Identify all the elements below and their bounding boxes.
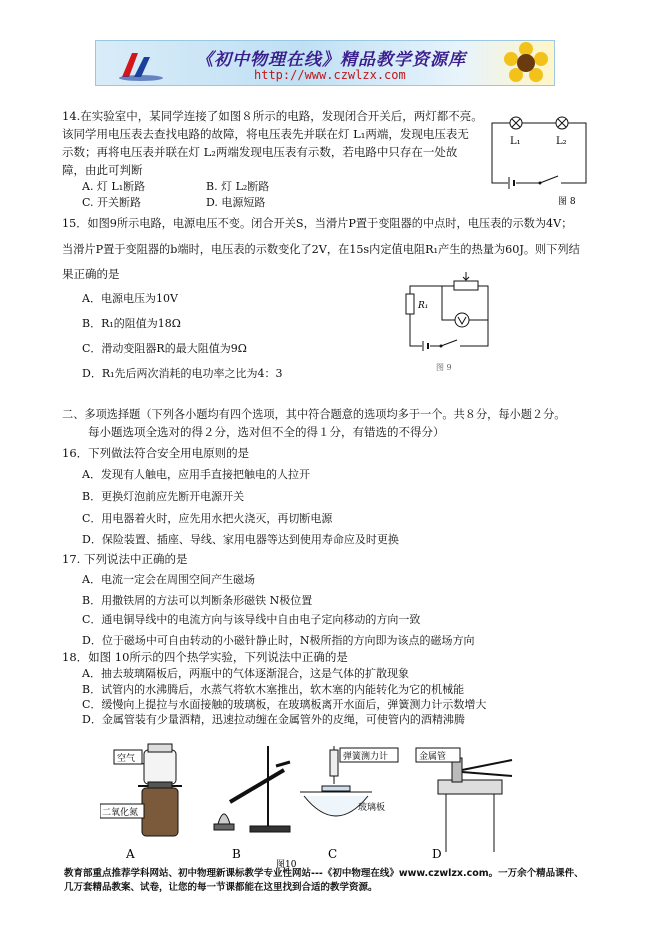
q17-option-b: B．用撒铁屑的方法可以判断条形磁铁 N极位置 — [82, 594, 313, 607]
rheostat-icon — [454, 272, 478, 290]
q18-option-b: B．试管内的水沸腾后，水蒸气将软木塞推出，软木塞的内能转化为它的机械能 — [82, 683, 465, 696]
q18-option-d: D．金属管装有少量酒精，迅速拉动缠在金属管外的皮绳，可使管内的酒精沸腾 — [82, 713, 465, 726]
battery-icon — [508, 176, 516, 190]
figure-10-experiments — [100, 740, 520, 870]
q16-option-c: C．用电器着火时，应先用水把火浇灭，再切断电源 — [82, 512, 333, 525]
metal-tube-icon — [438, 758, 512, 852]
section2-line-2: 每小题选项全选对的得２分，选对但不全的得１分，有错选的不得分） — [88, 425, 445, 439]
footer-line-1: 教育部重点推荐学科网站、初中物理新课标教学专业性网站---《初中物理在线》www.czwlzx.com。一万余个精品课件、 — [64, 868, 584, 879]
sunflower-icon — [496, 41, 555, 86]
label-spring-scale: 弹簧测力计 — [343, 752, 389, 762]
label-metal-tube: 金属管 — [419, 752, 447, 762]
q17-option-c: C．通电铜导线中的电流方向与该导线中自由电子定向移动的方向一致 — [82, 613, 421, 626]
footer-line-2: 几万套精品教案、试卷，让您的每一节课都能在这里找到合适的教学资源。 — [64, 882, 378, 893]
switch-icon — [440, 340, 461, 351]
section2-line-1: 二、多项选择题（下列各小题均有四个选项，其中符合题意的选项均多于一个。共８分，每小题２分。 — [62, 408, 566, 421]
q16-option-b: B．更换灯泡前应先断开电源开关 — [82, 490, 245, 503]
lamp-l2-icon — [556, 117, 568, 129]
q16-stem: 16．下列做法符合安全用电原则的是 — [62, 446, 250, 460]
battery-icon — [422, 340, 430, 354]
q14-line-1: 14.在实验室中，某同学连接了如图８所示的电路，发现闭合开关后，两灯都不亮。 — [62, 109, 483, 123]
q15-line-2: 当滑片P置于变阻器的b端时，电压表的示数变化了2V，在15s内定值电阻R₁产生的热量为60J。则下列结 — [62, 243, 580, 256]
switch-icon — [539, 176, 562, 188]
q15-option-d: D．R₁先后两次消耗的电功率之比为4：3 — [82, 367, 283, 380]
voltmeter-icon — [455, 313, 469, 327]
figure-label-b: B — [232, 847, 241, 861]
q14-line-4: 障，由此可判断 — [62, 163, 143, 177]
q17-option-d: D．位于磁场中可自由转动的小磁针静止时，N极所指的方向即为该点的磁场方向 — [82, 634, 475, 647]
q15-option-b: B．R₁的阻值为18Ω — [82, 317, 181, 330]
lamp-l1-icon — [510, 117, 522, 129]
test-tube-stand-icon — [214, 746, 290, 832]
q15-line-3: 果正确的是 — [62, 267, 120, 281]
fig9-caption: 图 9 — [436, 363, 452, 372]
label-glass-plate: 玻璃板 — [358, 803, 386, 813]
q14-option-d: D. 电源短路 — [206, 196, 266, 209]
fig8-label-l2: L₂ — [556, 136, 567, 147]
header-banner — [95, 40, 555, 86]
figure-8-circuit — [484, 110, 594, 210]
q16-option-a: A．发现有人触电，应用手直接把触电的人拉开 — [82, 468, 310, 481]
figure-10-caption: 图10 — [276, 860, 297, 870]
q16-option-d: D．保险装置、插座、导线、家用电器等达到使用寿命应及时更换 — [82, 533, 399, 546]
header-title: 《初中物理在线》精品教学资源库 — [196, 50, 466, 70]
q14-option-a: A. 灯 L₁断路 — [82, 180, 146, 193]
logo-icon — [116, 47, 166, 83]
q18-option-a: A．抽去玻璃隔板后，两瓶中的气体逐渐混合，这是气体的扩散现象 — [82, 667, 409, 680]
q17-option-a: A．电流一定会在周围空间产生磁场 — [82, 573, 255, 586]
figure-label-a: A — [126, 847, 135, 861]
fig8-caption: 图 8 — [558, 197, 576, 207]
q17-stem: 17. 下列说法中正确的是 — [62, 552, 188, 566]
q15-line-1: 15．如图9所示电路，电源电压不变。闭合开关S，当滑片P置于变阻器的中点时，电压表的示数为4V； — [62, 217, 573, 230]
q15-option-a: A．电源电压为10V — [82, 292, 178, 305]
q15-option-c: C．滑动变阻器R的最大阻值为9Ω — [82, 342, 247, 355]
header-url: http://www.czwlzx.com — [254, 68, 406, 82]
q18-stem: 18．如图 10所示的四个热学实验，下列说法中正确的是 — [62, 650, 348, 664]
q14-line-3: 示数；再将电压表并联在灯 L₂两端发现电压表有示数，若电路中只存在一处故 — [62, 145, 458, 159]
q18-option-c: C．缓慢向上提拉与水面接触的玻璃板，在玻璃板离开水面后，弹簧测力计示数增大 — [82, 698, 487, 711]
q14-line-2: 该同学用电压表去查找电路的故障，将电压表先并联在灯 L₁两端，发现电压表无 — [62, 127, 469, 141]
figure-9-circuit — [402, 268, 498, 376]
fig9-label-r1: R₁ — [418, 301, 429, 311]
fig8-label-l1: L₁ — [510, 136, 521, 147]
resistor-r1-icon — [406, 294, 414, 314]
q14-option-b: B. 灯 L₂断路 — [206, 180, 270, 193]
q14-option-c: C. 开关断路 — [82, 196, 142, 209]
figure-label-d: D — [432, 847, 442, 861]
figure-label-c: C — [328, 847, 338, 861]
label-no2: 二氧化氮 — [102, 808, 139, 818]
label-air: 空气 — [117, 754, 136, 764]
